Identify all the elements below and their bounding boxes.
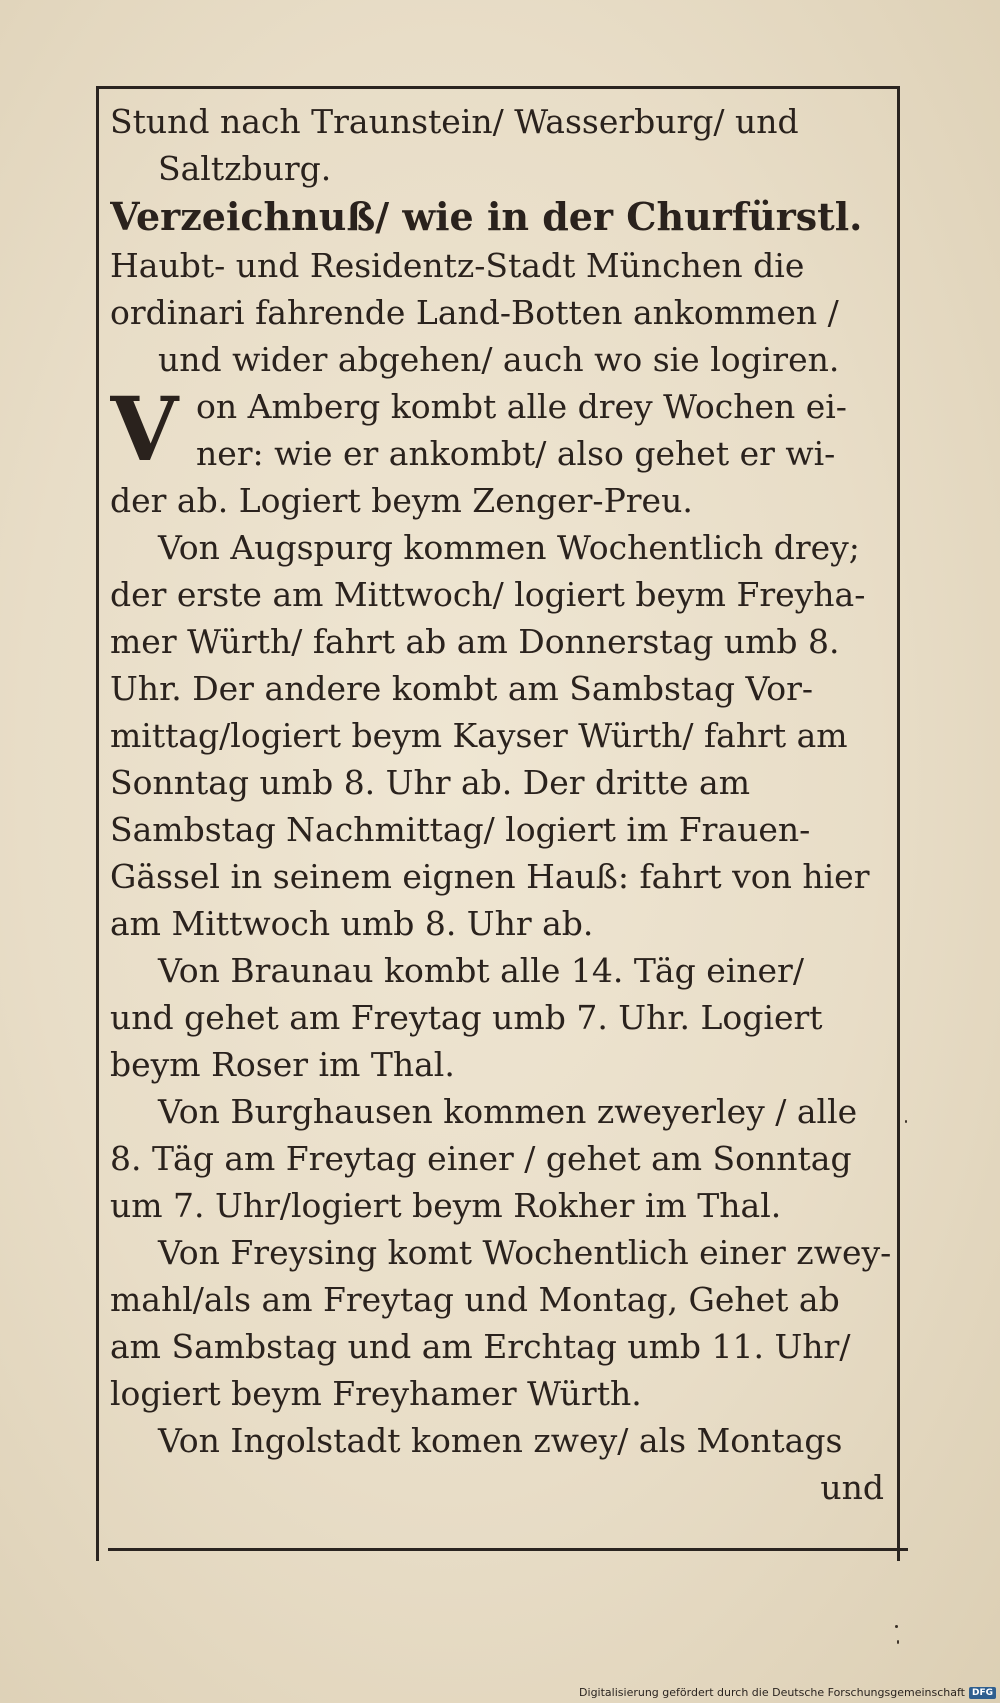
first-entry (110, 377, 894, 481)
text-line: und gehet am Freytag umb 7. Uhr. Logiert (110, 998, 823, 1037)
drop-cap-initial: V (110, 377, 179, 481)
text-line: Von Ingolstadt komen zwey/ als Montags (158, 1421, 843, 1460)
text-line: Von Burghausen kommen zweyerley / alle (158, 1092, 858, 1131)
text-line: um 7. Uhr/logiert beym Rokher im Thal. (110, 1186, 782, 1225)
text-line: Sonntag umb 8. Uhr ab. Der dritte am (110, 763, 750, 802)
bottom-rule (108, 1548, 908, 1551)
text-line: Von Braunau kombt alle 14. Täg einer/ (158, 951, 804, 990)
text-line: Stund nach Traunstein/ Wasserburg/ und (110, 102, 799, 141)
text-line: ner: wie er ankombt/ also gehet er wi- (196, 434, 836, 473)
text-line: am Mittwoch umb 8. Uhr ab. (110, 904, 594, 943)
text-line: Uhr. Der andere kombt am Sambstag Vor- (110, 669, 814, 708)
digitization-footer (579, 1686, 996, 1699)
text-line: Saltzburg. (158, 149, 332, 188)
text-line: Haubt- und Residentz-Stadt München die (110, 246, 805, 285)
text-line: Von Freysing komt Wochentlich einer zwey- (158, 1233, 892, 1272)
text-line: Sambstag Nachmittag/ logiert im Frauen- (110, 810, 811, 849)
text-line: und wider abgehen/ auch wo sie logiren. (158, 340, 840, 379)
text-line: der ab. Logiert beym Zenger-Preu. (110, 481, 693, 520)
text-line: beym Roser im Thal. (110, 1045, 455, 1084)
text-line: mahl/als am Freytag und Montag, Gehet ab (110, 1280, 840, 1319)
ink-speck (895, 1625, 898, 1628)
text-line: Gässel in seinem eignen Hauß: fahrt von hier (110, 857, 870, 896)
ink-speck (897, 1640, 899, 1644)
ink-speck (905, 1120, 907, 1123)
text-line: ordinari fahrende Land-Botten ankommen / (110, 293, 839, 332)
text-line: logiert beym Freyhamer Würth. (110, 1374, 642, 1413)
text-line: Von Augspurg kommen Wochentlich drey; (158, 528, 860, 567)
text-line: am Sambstag und am Erchtag umb 11. Uhr/ (110, 1327, 851, 1366)
text-line: mittag/logiert beym Kayser Würth/ fahrt am (110, 716, 848, 755)
text-line: mer Würth/ fahrt ab am Donnerstag umb 8. (110, 622, 840, 661)
catchword: und (820, 1468, 884, 1507)
footer-credit: Digitalisierung gefördert durch die Deutsche Forschungsgemeinschaft (579, 1686, 965, 1699)
text-line: 8. Täg am Freytag einer / gehet am Sonntag (110, 1139, 852, 1178)
text-line: on Amberg kombt alle drey Wochen ei- (196, 387, 847, 426)
text-line: der erste am Mittwoch/ logiert beym Freyha- (110, 575, 866, 614)
dfg-logo: DFG (969, 1687, 996, 1699)
text-block (110, 98, 894, 1538)
section-heading: Verzeichnuß/ wie in der Churfürstl. (110, 194, 863, 239)
